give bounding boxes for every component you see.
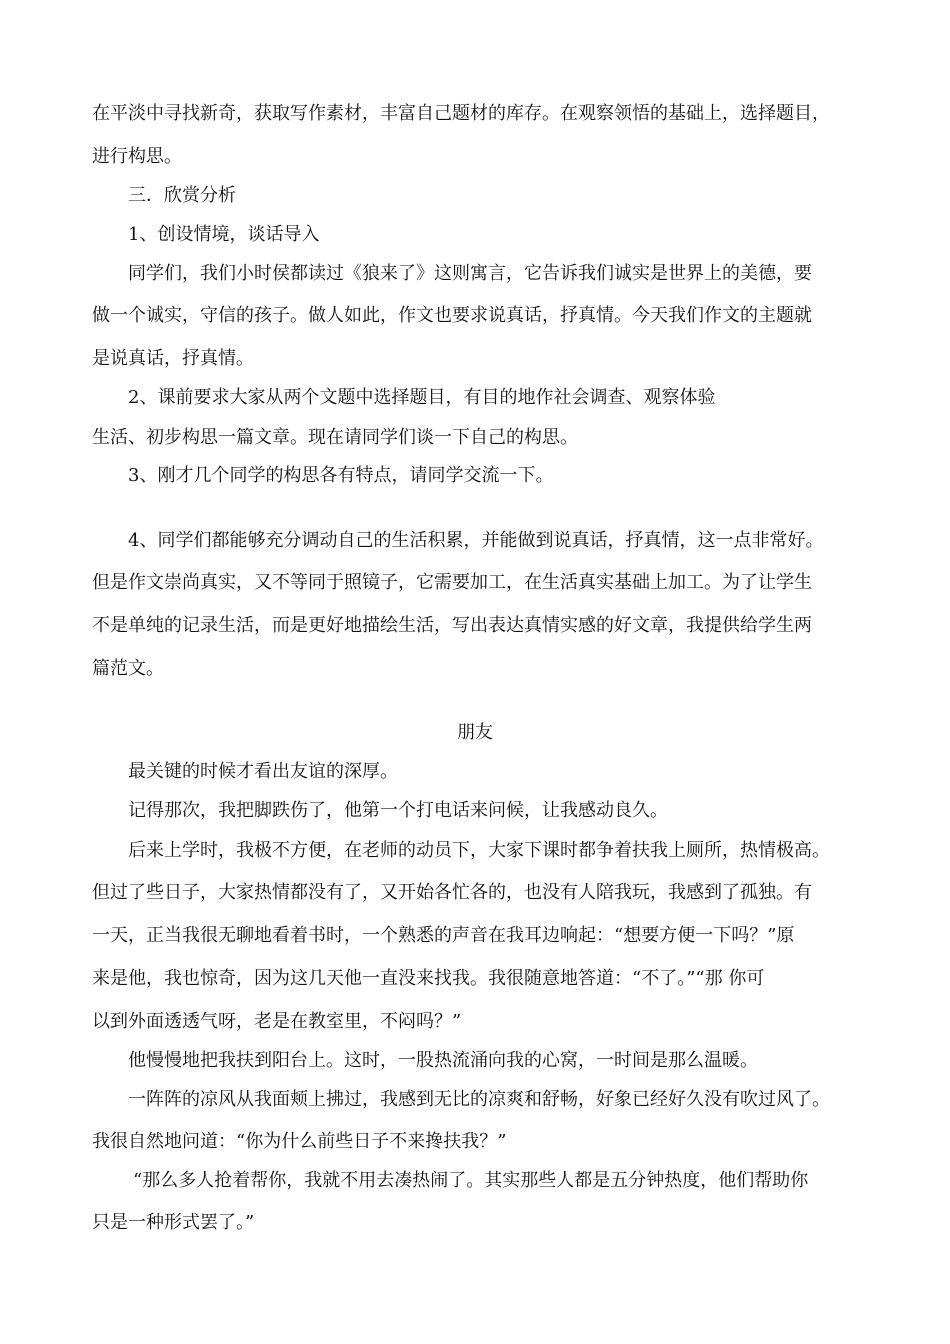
paragraph-line: 我很自然地问道：“你为什么前些日子不来搀扶我？” bbox=[92, 1131, 507, 1152]
paragraph-line: 篇范文。 bbox=[92, 658, 164, 679]
paragraph-line: 是说真话，抒真情。 bbox=[92, 348, 254, 369]
paragraph-line: 做一个诚实，守信的孩子。做人如此，作文也要求说真话，抒真情。今天我们作文的主题就 bbox=[92, 305, 812, 326]
essay-title: 朋友 bbox=[457, 722, 493, 743]
paragraph-line: 一天，正当我很无聊地看着书时，一个熟悉的声音在我耳边响起：“想要方便一下吗？”原 bbox=[92, 925, 795, 946]
paragraph-line: 2、课前要求大家从两个文题中选择题目，有目的地作社会调查、观察体验 bbox=[128, 387, 716, 408]
paragraph-line: 最关键的时候才看出友谊的深厚。 bbox=[128, 761, 398, 782]
paragraph-line: “那么多人抢着帮你，我就不用去凑热闹了。其实那些人都是五分钟热度，他们帮助你 bbox=[133, 1170, 809, 1191]
paragraph-line: 生活、初步构思一篇文章。现在请同学们谈一下自己的构思。 bbox=[92, 427, 578, 448]
paragraph-line: 但过了些日子，大家热情都没有了，又开始各忙各的，也没有人陪我玩，我感到了孤独。有 bbox=[92, 882, 812, 903]
paragraph-line: 4、同学们都能够充分调动自己的生活积累，并能做到说真话，抒真情，这一点非常好。 bbox=[128, 530, 824, 551]
paragraph-line: 一阵阵的凉风从我面颊上拂过，我感到无比的凉爽和舒畅，好象已经好久没有吹过风了。 bbox=[128, 1089, 830, 1110]
paragraph-line: 他慢慢地把我扶到阳台上。这时，一股热流涌向我的心窝，一时间是那么温暖。 bbox=[128, 1050, 758, 1071]
paragraph-line: 3、刚才几个同学的构思各有特点，请同学交流一下。 bbox=[128, 465, 554, 486]
section-heading: 三．欣赏分析 bbox=[128, 185, 236, 206]
subsection-heading: 1、创设情境，谈话导入 bbox=[128, 224, 320, 245]
paragraph-line: 但是作文崇尚真实，又不等同于照镜子，它需要加工，在生活真实基础上加工。为了让学生 bbox=[92, 572, 812, 593]
paragraph-line: 记得那次，我把脚跌伤了，他第一个打电话来问候，让我感动良久。 bbox=[128, 800, 668, 821]
paragraph-line: 进行构思。 bbox=[92, 146, 182, 167]
paragraph-line: 来是他，我也惊奇，因为这几天他一直没来找我。我很随意地答道：“不了。”“那 你可 bbox=[92, 968, 765, 989]
paragraph-line: 在平淡中寻找新奇，获取写作素材，丰富自己题材的库存。在观察领悟的基础上，选择题目， bbox=[92, 103, 830, 124]
paragraph-line: 不是单纯的记录生活，而是更好地描绘生活，写出表达真情实感的好文章，我提供给学生两 bbox=[92, 615, 812, 636]
paragraph-line: 只是一种形式罢了。” bbox=[92, 1212, 255, 1233]
paragraph-line: 以到外面透透气呀，老是在教室里，不闷吗？” bbox=[92, 1011, 462, 1032]
paragraph-line: 同学们，我们小时侯都读过《狼来了》这则寓言，它告诉我们诚实是世界上的美德，要 bbox=[128, 263, 812, 284]
paragraph-line: 后来上学时，我极不方便，在老师的动员下，大家下课时都争着扶我上厕所，热情极高。 bbox=[128, 840, 830, 861]
